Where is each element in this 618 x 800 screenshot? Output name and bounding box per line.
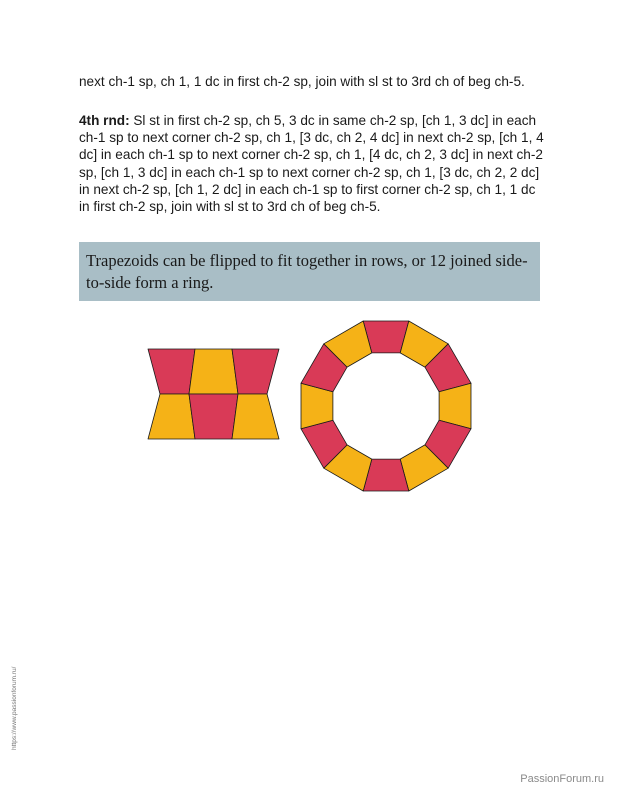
trapezoid-ring	[301, 321, 471, 491]
callout-box	[79, 242, 540, 301]
watermark: PassionForum.ru	[520, 773, 604, 785]
instruction-paragraph-round-4	[79, 112, 544, 215]
trapezoid-rows	[148, 349, 279, 439]
row-trapezoid-yellow	[189, 349, 238, 394]
side-url-strip	[0, 640, 18, 760]
row-trapezoid-red	[189, 394, 238, 439]
instruction-paragraph-continued: next ch-1 sp, ch 1, 1 dc in first ch-2 sp, join with sl st to 3rd ch of beg ch-5.	[79, 74, 525, 89]
callout-text: Trapezoids can be flipped to fit together in rows, or 12 joined side-to-side form a ring.	[86, 251, 528, 292]
row-trapezoid-yellow	[232, 394, 279, 439]
round-label: 4th rnd:	[79, 113, 130, 128]
side-url: https://www.passionforum.ru/	[11, 666, 18, 750]
row-trapezoid-red	[148, 349, 195, 394]
round-4-instructions: Sl st in first ch-2 sp, ch 5, 3 dc in same ch-2 sp, [ch 1, 3 dc] in each ch-1 sp to next corner ch-2 sp, ch 1, [3 dc, ch 2, 4 dc] in next ch-2 sp, [ch 1, 4 dc] in each ch-1 sp to next corner ch-2 sp, ch 1, [4 dc, ch 2, 3 dc] in next ch-2 sp, [ch 1, 3 dc] in each ch-1 sp to next corner ch-2 sp, ch 1, [3 dc, ch 2, 2 dc] in next ch-2 sp, [ch 1, 2 dc] in each ch-1 sp to first corner ch-2 sp, ch 1, 1 dc in first ch-2 sp, join with sl st to 3rd ch of beg ch-5.	[79, 113, 544, 215]
row-trapezoid-yellow	[148, 394, 195, 439]
row-trapezoid-red	[232, 349, 279, 394]
